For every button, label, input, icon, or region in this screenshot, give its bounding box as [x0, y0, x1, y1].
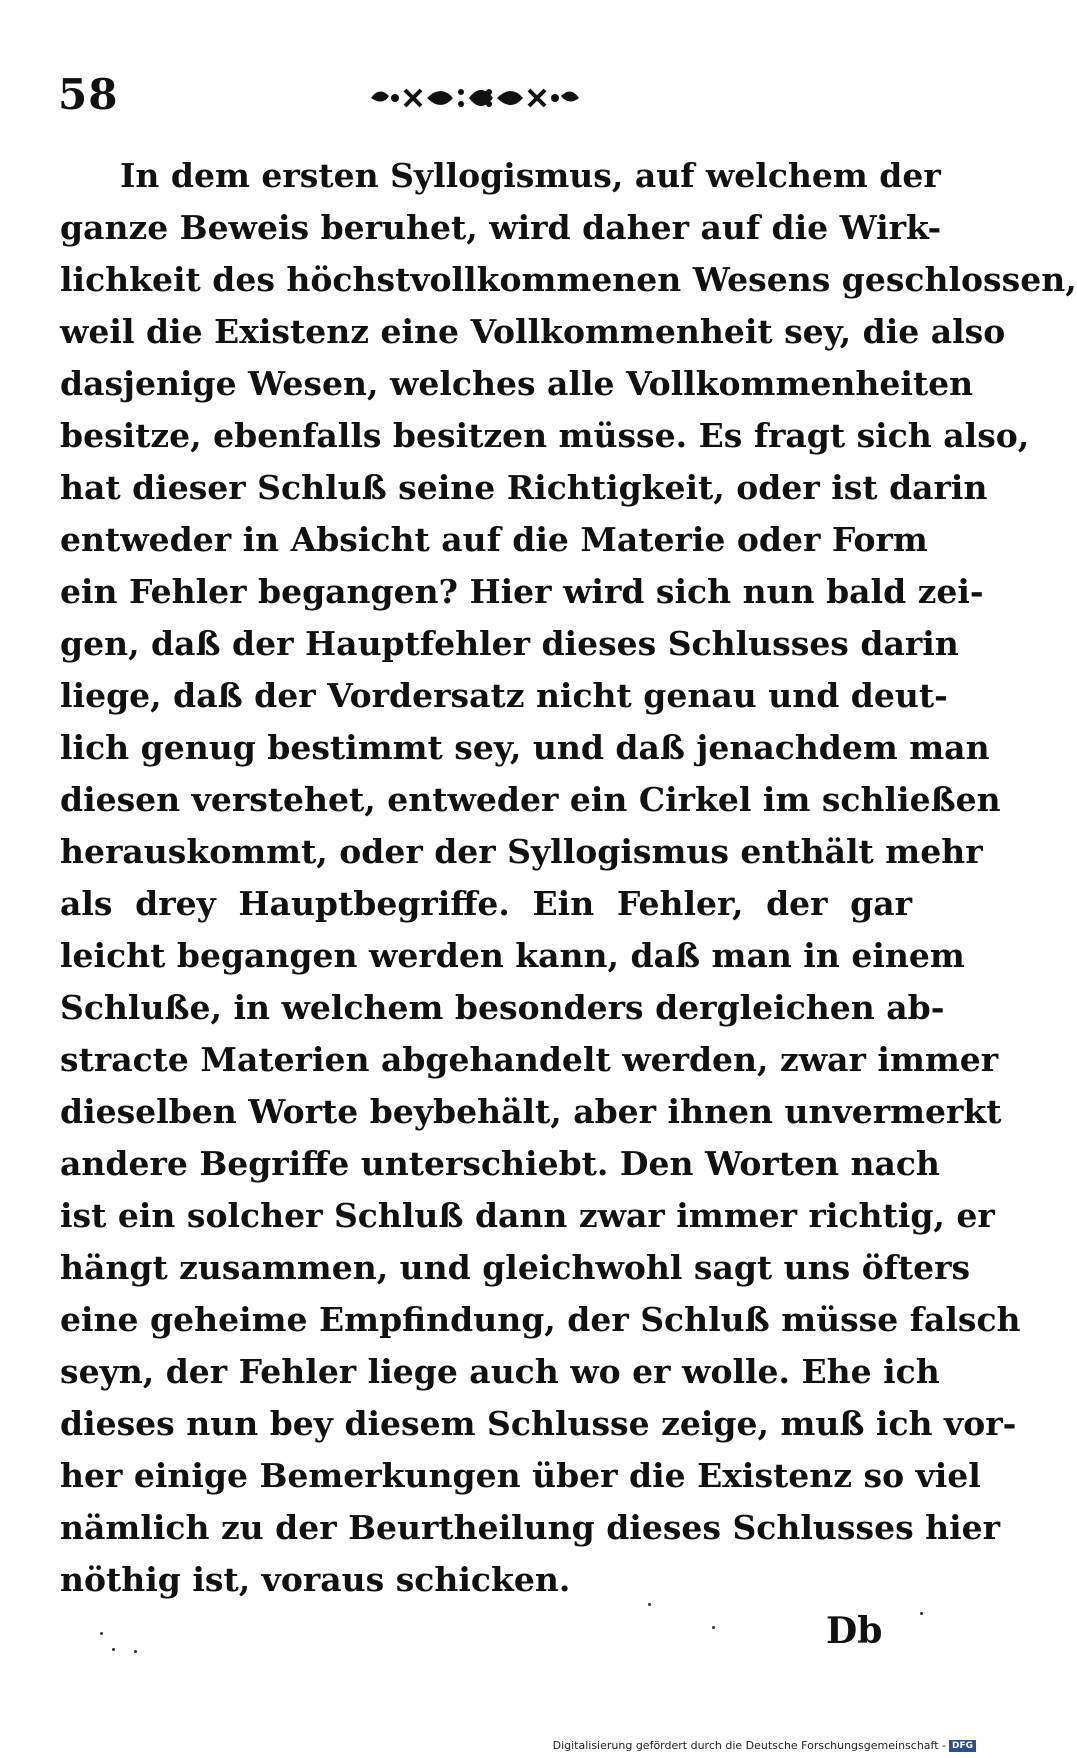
text-line: In dem ersten Syllogismus, auf welchem der — [120, 156, 941, 195]
text-line: nämlich zu der Beurtheilung dieses Schlusses hier — [60, 1508, 1001, 1547]
text-line: hängt zusammen, und gleichwohl sagt uns öfters — [60, 1248, 971, 1287]
scan-speck — [112, 1648, 115, 1651]
text-line: dasjenige Wesen, welches alle Vollkommenheiten — [60, 364, 974, 403]
text-line: her einige Bemerkungen über die Existenz so viel — [60, 1456, 981, 1495]
text-line: dieses nun bey diesem Schlusse zeige, muß ich vor- — [60, 1404, 1017, 1443]
text-line: dieselben Worte beybehält, aber ihnen unvermerkt — [60, 1092, 1002, 1131]
text-line: ist ein solcher Schluß dann zwar immer richtig, er — [60, 1196, 995, 1235]
decorative-ornament-icon — [365, 78, 585, 118]
scan-speck — [920, 1612, 923, 1615]
scan-speck — [100, 1632, 103, 1635]
text-line: besitze, ebenfalls besitzen müsse. Es fragt sich also, — [60, 416, 1030, 455]
scan-speck — [134, 1650, 137, 1653]
text-line: weil die Existenz eine Vollkommenheit sey, die also — [60, 312, 1006, 351]
text-line: stracte Materien abgehandelt werden, zwar immer — [60, 1040, 999, 1079]
digitization-credit — [553, 1739, 976, 1752]
main-paragraph — [60, 150, 1077, 1606]
text-line: entweder in Absicht auf die Materie oder Form — [60, 520, 928, 559]
catchword: Db — [826, 1610, 883, 1652]
dfg-logo-badge: DFG — [949, 1740, 976, 1752]
text-line: eine geheime Empfindung, der Schluß müsse falsch — [60, 1300, 1021, 1339]
text-line: ganze Beweis beruhet, wird daher auf die Wirk- — [60, 208, 942, 247]
text-line: seyn, der Fehler liege auch wo er wolle. Ehe ich — [60, 1352, 940, 1391]
text-line: hat dieser Schluß seine Richtigkeit, oder ist darin — [60, 468, 988, 507]
text-line: lichkeit des höchstvollkommenen Wesens geschlossen, — [60, 260, 1077, 299]
scan-speck — [712, 1626, 715, 1629]
text-line: ein Fehler begangen? Hier wird sich nun bald zei- — [60, 572, 984, 611]
text-line: andere Begriffe unterschiebt. Den Worten nach — [60, 1144, 940, 1183]
credit-text: Digitalisierung gefördert durch die Deutsche Forschungsgemeinschaft - — [552, 1739, 946, 1752]
text-line: herauskommt, oder der Syllogismus enthält mehr — [60, 832, 983, 871]
text-line: gen, daß der Hauptfehler dieses Schlusses darin — [60, 624, 959, 663]
text-line: als drey Hauptbegriffe. Ein Fehler, der gar — [60, 884, 912, 923]
text-line: leicht begangen werden kann, daß man in einem — [60, 936, 965, 975]
text-line: Schluße, in welchem besonders dergleichen ab- — [60, 988, 945, 1027]
text-line: diesen verstehet, entweder ein Cirkel im schließen — [60, 780, 1001, 819]
text-line: nöthig ist, voraus schicken. — [60, 1560, 571, 1599]
text-line: liege, daß der Vordersatz nicht genau und deut- — [60, 676, 948, 715]
text-line: lich genug bestimmt sey, und daß jenachdem man — [60, 728, 990, 767]
page-number: 58 — [58, 70, 119, 119]
scan-speck — [648, 1603, 651, 1606]
